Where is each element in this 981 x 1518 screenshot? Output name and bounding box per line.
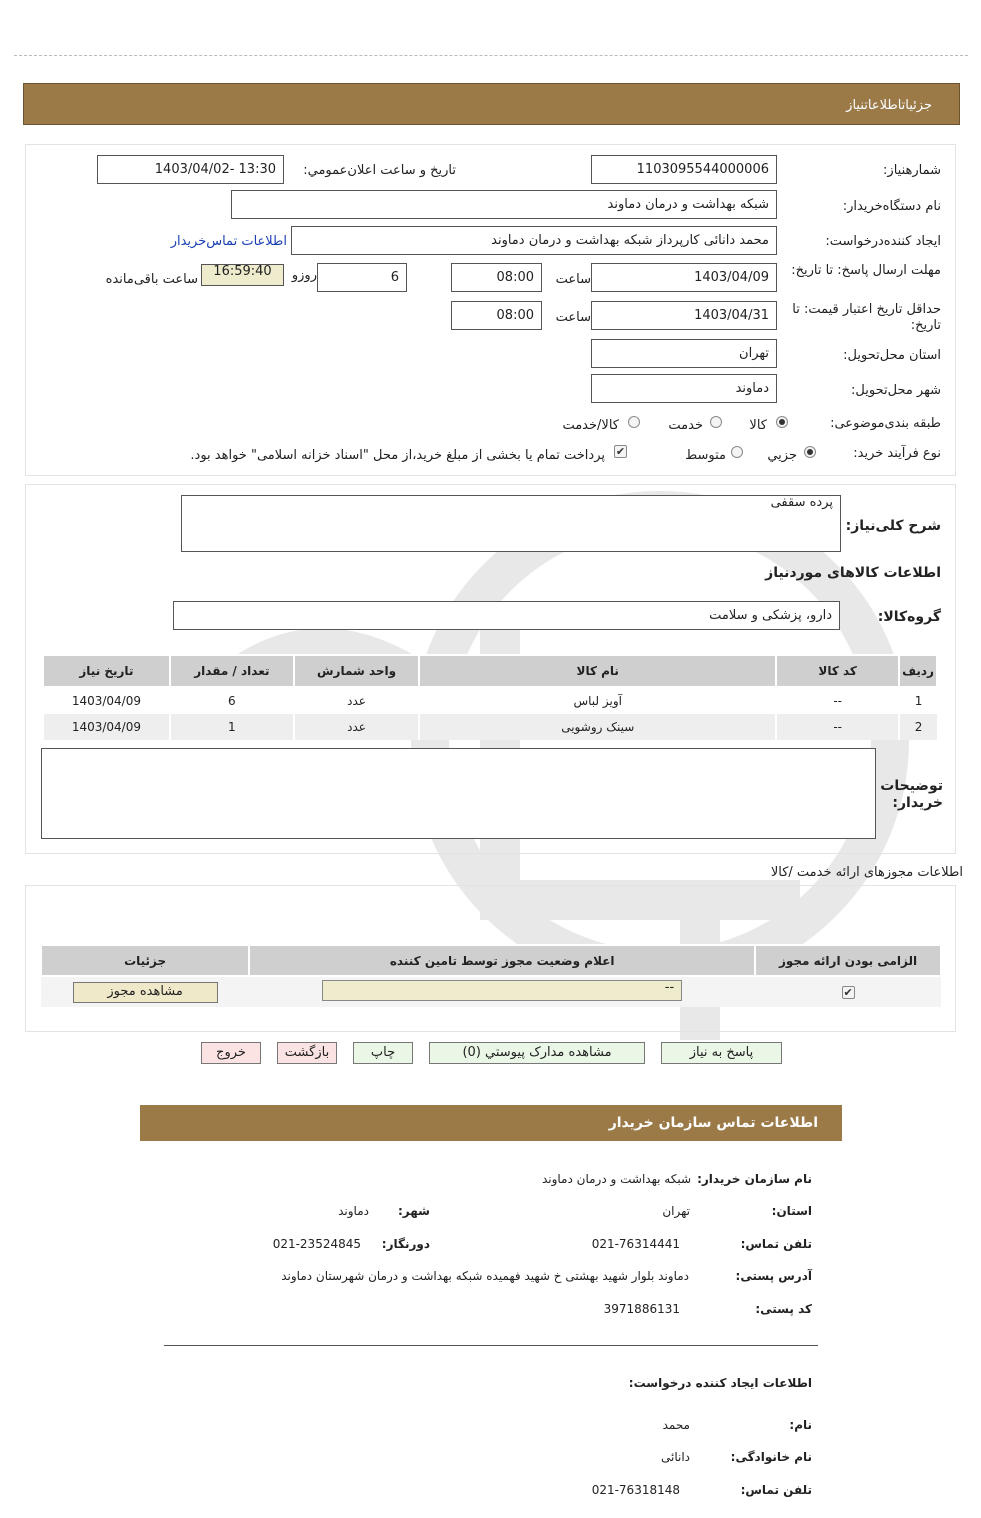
contact-city-value: دماوند — [338, 1204, 369, 1218]
creator-name-value: محمد — [662, 1418, 690, 1432]
cell-date: 1403/04/09 — [43, 687, 170, 714]
process-option-medium: متوسط — [685, 448, 726, 463]
goods-table — [42, 654, 938, 740]
group-label: گروه‌کالا: — [877, 609, 941, 625]
licenses-table — [40, 944, 942, 1007]
contact-phone-value: 021-76314441 — [591, 1237, 680, 1251]
table-row — [43, 687, 937, 714]
license-required-checkbox[interactable]: ✔ — [843, 985, 853, 999]
province-label: استان محل‌تحويل: — [843, 348, 941, 363]
need-number-field: 1103095544000006 — [591, 155, 777, 184]
cell-unit: عدد — [294, 687, 419, 714]
col-row: رديف — [899, 655, 937, 687]
process-option-minor: جزيي — [767, 448, 797, 463]
group-field: دارو، پزشکی و سلامت — [173, 601, 840, 630]
top-divider — [14, 55, 968, 56]
city-field: دماوند — [591, 374, 777, 403]
col-date: تاريخ نياز — [43, 655, 170, 687]
announce-field: 1403/04/02- 13:30 — [97, 155, 284, 184]
days-field: 6 — [317, 263, 407, 292]
contact-fax-value: 021-23524845 — [272, 1237, 361, 1251]
back-button[interactable]: بازگشت — [277, 1042, 337, 1064]
contact-address-label: آدرس پستی: — [735, 1269, 812, 1283]
creator-family-value: دانائی — [660, 1450, 690, 1464]
creator-family-label: نام خانوادگی: — [730, 1450, 812, 1464]
attachments-button[interactable]: مشاهده مدارک پيوستي (0) — [429, 1042, 645, 1064]
days-label: روزو — [291, 268, 317, 283]
validity-label: حداقل تاريخ اعتبار قيمت: تا تاريخ: — [792, 302, 941, 333]
deadline-time-label: ساعت — [555, 272, 591, 287]
goods-info-title: اطلاعات کالاهای موردنياز — [765, 565, 941, 581]
remaining-label: ساعت باقی‌مانده — [105, 272, 198, 287]
licenses-table-header — [41, 945, 941, 976]
table-row — [43, 714, 937, 740]
deadline-label: مهلت ارسال پاسخ: تا تاریخ: — [791, 263, 941, 278]
category-radio-goods-service[interactable] — [628, 416, 640, 428]
buyer-org-label: نام دستگاه‌خريدار: — [842, 199, 941, 214]
contact-postal-label: کد پستی: — [755, 1302, 812, 1316]
contact-org-value: شبکه بهداشت و درمان دماوند — [541, 1172, 691, 1186]
validity-time-field: 08:00 — [451, 301, 542, 330]
cell-required — [755, 976, 941, 1007]
category-radio-service[interactable] — [710, 416, 722, 428]
validity-date-field: 1403/04/31 — [591, 301, 777, 330]
validity-time-label: ساعت — [555, 310, 591, 325]
summary-label: شرح کلی‌نياز: — [845, 518, 941, 534]
category-option-service: خدمت — [668, 418, 703, 433]
col-qty: تعداد / مقدار — [170, 655, 294, 687]
city-label: شهر محل‌تحويل: — [851, 383, 941, 398]
process-label: نوع فرآيند خريد: — [853, 446, 941, 461]
col-details: جزئيات — [41, 945, 249, 976]
cell-qty: 6 — [170, 687, 294, 714]
payment-note: پرداخت تمام یا بخشی از مبلغ خرید،از محل "اسناد خزانه اسلامی" خواهد بود. — [190, 448, 605, 463]
reply-button[interactable]: پاسخ به نياز — [661, 1042, 782, 1064]
contact-province-label: استان: — [771, 1204, 812, 1218]
category-label: طبقه بندی‌موضوعی: — [830, 416, 941, 431]
contact-city-label: شهر: — [398, 1204, 430, 1218]
creator-name-label: نام: — [789, 1418, 812, 1432]
contact-postal-value: 3971886131 — [603, 1302, 680, 1316]
buyer-notes-label: توضيحات خريدار: — [880, 778, 943, 811]
remaining-time-field: 16:59:40 — [201, 264, 284, 286]
cell-unit: عدد — [294, 714, 419, 740]
contact-address-value: دماوند بلوار شهید بهشتی خ شهید فهمیده شبکه بهداشت و درمان شهرستان دماوند — [281, 1269, 689, 1283]
creator-label: ايجاد کننده‌درخواست: — [825, 234, 941, 249]
details-header-bar — [23, 83, 960, 125]
page-title: جزئیاتاطلاعاتنیاز — [846, 98, 932, 113]
cell-date: 1403/04/09 — [43, 714, 170, 740]
contact-fax-label: دورنگار: — [381, 1237, 430, 1251]
cell-name: آویز لباس — [419, 687, 776, 714]
license-status-field: -- — [322, 980, 682, 1001]
province-field: تهران — [591, 339, 777, 368]
need-number-label: شمارهنیاز: — [883, 163, 941, 178]
col-name: نام کالا — [419, 655, 776, 687]
buyer-org-field: شبکه بهداشت و درمان دماوند — [231, 190, 777, 219]
buyer-notes-field — [41, 748, 876, 839]
contact-province-value: تهران — [662, 1204, 690, 1218]
cell-status — [249, 976, 755, 1007]
contact-phone-label: تلفن تماس: — [740, 1237, 812, 1251]
creator-phone-label: تلفن تماس: — [740, 1483, 812, 1497]
creator-info-title: اطلاعات ایجاد کننده درخواست: — [628, 1376, 812, 1390]
col-required: الزامی بودن ارائه مجوز — [755, 945, 941, 976]
creator-phone-value: 021-76318148 — [591, 1483, 680, 1497]
view-license-button[interactable]: مشاهده مجوز — [73, 982, 218, 1003]
summary-field: پرده سقفی — [181, 495, 841, 552]
cell-code: -- — [776, 714, 899, 740]
goods-table-header — [43, 655, 937, 687]
col-code: کد کالا — [776, 655, 899, 687]
process-radio-medium[interactable] — [731, 446, 743, 458]
cell-row: 1 — [899, 687, 937, 714]
col-unit: واحد شمارش — [294, 655, 419, 687]
category-radio-goods[interactable] — [776, 416, 788, 428]
cell-row: 2 — [899, 714, 937, 740]
contact-divider — [164, 1345, 818, 1346]
col-status: اعلام وضعيت مجوز توسط تامين کننده — [249, 945, 755, 976]
cell-qty: 1 — [170, 714, 294, 740]
cell-name: سینک روشویی — [419, 714, 776, 740]
creator-field: محمد دانائی کارپرداز شبکه بهداشت و درمان دماوند — [291, 226, 777, 255]
process-radio-minor[interactable] — [804, 446, 816, 458]
table-row — [41, 976, 941, 1007]
announce-label: تاريخ و ساعت اعلان‌عمومي: — [303, 163, 456, 178]
category-option-goods-service: کالا/خدمت — [562, 418, 619, 433]
contact-header-bar — [140, 1105, 842, 1141]
cell-code: -- — [776, 687, 899, 714]
print-button[interactable]: چاپ — [353, 1042, 413, 1064]
exit-button[interactable]: خروج — [201, 1042, 261, 1064]
licenses-title: اطلاعات مجوزهای ارائه خدمت /کالا — [770, 865, 963, 880]
cell-details — [41, 976, 249, 1007]
deadline-time-field: 08:00 — [451, 263, 542, 292]
contact-org-label: نام سازمان خريدار: — [697, 1172, 812, 1186]
category-option-goods: کالا — [749, 418, 767, 433]
buyer-contact-link[interactable]: اطلاعات تماس‌خريدار — [170, 234, 287, 249]
contact-title: اطلاعات تماس سازمان خريدار — [608, 1115, 818, 1131]
deadline-date-field: 1403/04/09 — [591, 263, 777, 292]
treasury-payment-checkbox[interactable]: ✔ — [615, 445, 626, 458]
